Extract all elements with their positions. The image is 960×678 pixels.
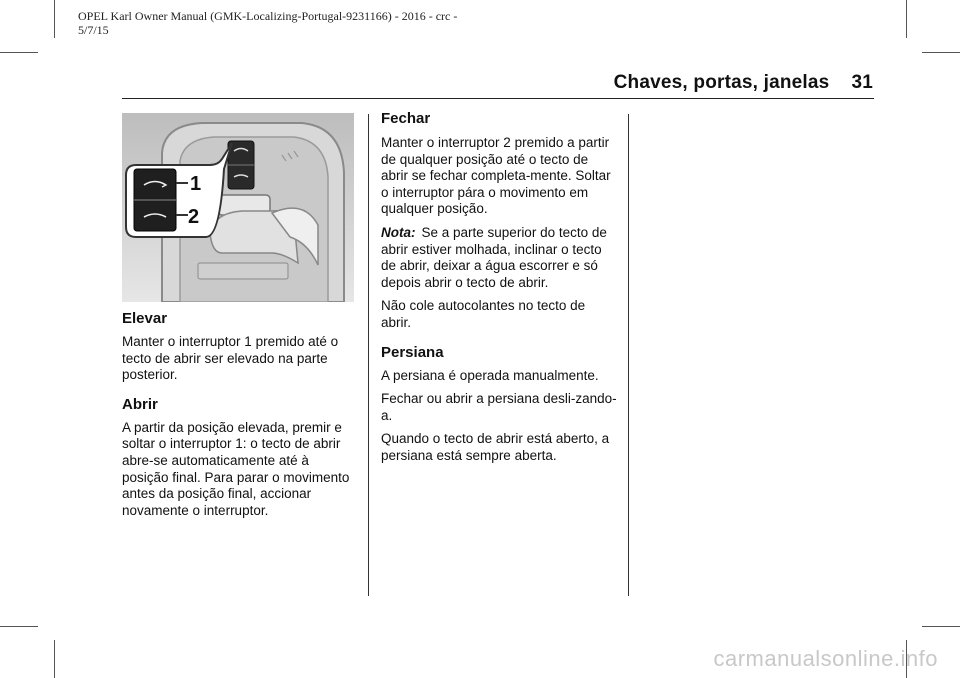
note-paragraph [381, 225, 617, 291]
crop-mark [0, 52, 38, 53]
callout-label-2: 2 [188, 206, 200, 228]
running-head [614, 72, 873, 94]
heading-persiana: Persiana [381, 343, 444, 361]
callout-label-1: 1 [190, 173, 202, 195]
heading-elevar: Elevar [122, 310, 168, 327]
column-left [122, 108, 356, 519]
header-rule [122, 98, 874, 99]
paragraph-persiana-2: Fechar ou abrir a persiana desli-zando-a. [381, 391, 617, 423]
paragraph-autocolantes: Não cole autocolantes no tecto de abrir. [381, 298, 586, 330]
watermark: carmanualsonline.info [713, 646, 938, 671]
crop-mark [54, 0, 55, 38]
print-metadata-line-1: OPEL Karl Owner Manual (GMK-Localizing-Portugal-9231166) - 2016 - crc - [78, 9, 458, 23]
column-divider [628, 114, 629, 596]
page-number: 31 [851, 72, 873, 93]
paragraph-elevar: Manter o interruptor 1 premido até o tecto de abrir ser elevado na parte posterior. [122, 334, 339, 383]
note-label: Nota: [381, 224, 416, 240]
paragraph-persiana-1: A persiana é operada manualmente. [381, 367, 599, 383]
paragraph-abrir: A partir da posição elevada, premir e soltar o interruptor 1: o tecto de abrir abre-se automaticamente até à posição final. Para parar o movimento antes da posição final, accionar novamente o interruptor. [122, 419, 350, 518]
crop-mark [906, 0, 907, 38]
column-divider [368, 114, 369, 596]
switch-drawing [122, 113, 354, 302]
section-title: Chaves, portas, janelas [613, 72, 830, 93]
crop-mark [54, 640, 55, 678]
print-metadata [78, 9, 508, 37]
sunroof-switch-illustration [122, 113, 354, 302]
crop-mark [922, 52, 960, 53]
paragraph-persiana-3: Quando o tecto de abrir está aberto, a persiana está sempre aberta. [381, 431, 610, 463]
print-metadata-line-2: 5/7/15 [78, 23, 109, 37]
crop-mark [922, 626, 960, 627]
column-middle [381, 108, 617, 465]
paragraph-fechar: Manter o interruptor 2 premido a partir de qualquer posição até o tecto de abrir se fechar completa-mente. Soltar o interruptor pára o movimento em qualquer posição. [381, 135, 611, 217]
note-text: Se a parte superior do tecto de abrir estiver molhada, inclinar o tecto de abrir, deixar a água escorrer e só depois abrir o tecto de abrir. [381, 224, 607, 290]
crop-mark [0, 626, 38, 627]
heading-abrir: Abrir [122, 395, 158, 413]
heading-fechar: Fechar [381, 110, 431, 127]
